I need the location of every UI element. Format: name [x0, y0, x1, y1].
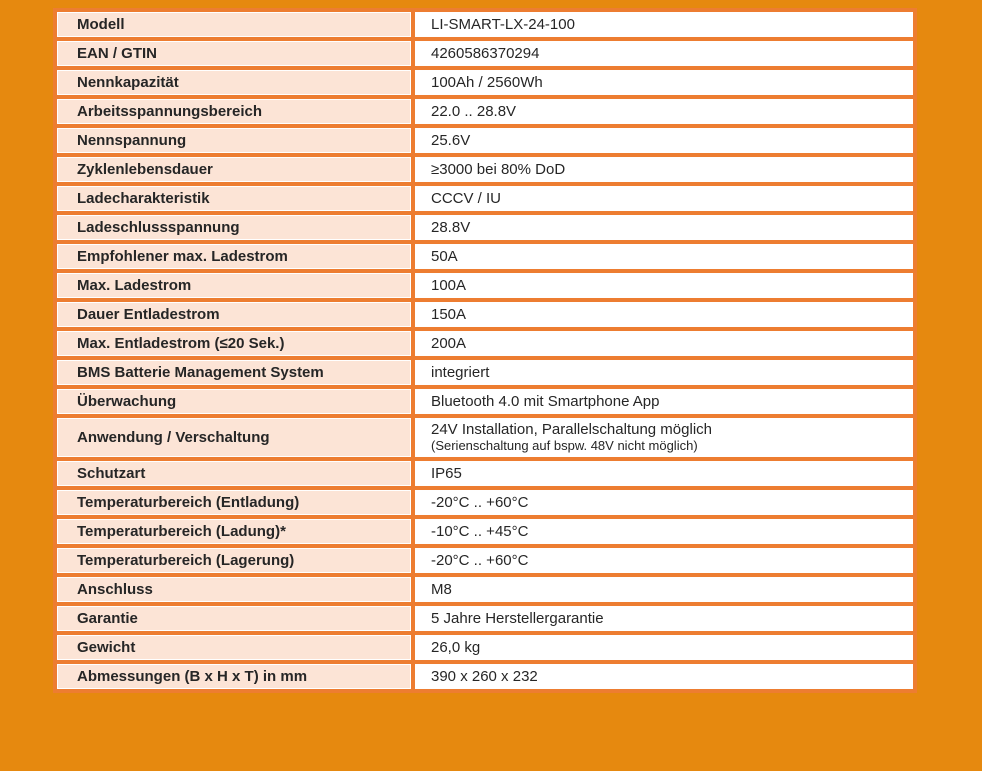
spec-value: 25.6V [415, 128, 913, 153]
spec-value: 50A [415, 244, 913, 269]
table-row [57, 418, 913, 457]
table-row [57, 331, 913, 356]
table-row [57, 99, 913, 124]
spec-table [53, 8, 917, 693]
spec-label: Nennkapazität [57, 70, 411, 95]
spec-value: 28.8V [415, 215, 913, 240]
table-row [57, 577, 913, 602]
spec-label: BMS Batterie Management System [57, 360, 411, 385]
spec-value [415, 418, 913, 457]
spec-label: Temperaturbereich (Lagerung) [57, 548, 411, 573]
table-row [57, 12, 913, 37]
table-row [57, 664, 913, 689]
table-row [57, 461, 913, 486]
spec-label: Temperaturbereich (Entladung) [57, 490, 411, 515]
spec-label: Abmessungen (B x H x T) in mm [57, 664, 411, 689]
spec-value: 22.0 .. 28.8V [415, 99, 913, 124]
spec-value: 200A [415, 331, 913, 356]
table-row [57, 490, 913, 515]
spec-value: 150A [415, 302, 913, 327]
spec-value: -10°C .. +45°C [415, 519, 913, 544]
table-row [57, 273, 913, 298]
spec-label: Anschluss [57, 577, 411, 602]
spec-label: Schutzart [57, 461, 411, 486]
table-row [57, 128, 913, 153]
spec-label: Gewicht [57, 635, 411, 660]
spec-value: ≥3000 bei 80% DoD [415, 157, 913, 182]
spec-value: 100A [415, 273, 913, 298]
table-row [57, 548, 913, 573]
table-row [57, 157, 913, 182]
table-row [57, 70, 913, 95]
table-row [57, 389, 913, 414]
spec-label: Überwachung [57, 389, 411, 414]
spec-label: Temperaturbereich (Ladung)* [57, 519, 411, 544]
table-row [57, 186, 913, 211]
table-row [57, 519, 913, 544]
spec-value: integriert [415, 360, 913, 385]
spec-label: Max. Entladestrom (≤20 Sek.) [57, 331, 411, 356]
table-row [57, 244, 913, 269]
spec-value: 5 Jahre Herstellergarantie [415, 606, 913, 631]
spec-label: Garantie [57, 606, 411, 631]
spec-label: Zyklenlebensdauer [57, 157, 411, 182]
spec-value: 26,0 kg [415, 635, 913, 660]
spec-value: 100Ah / 2560Wh [415, 70, 913, 95]
spec-value: 390 x 260 x 232 [415, 664, 913, 689]
spec-label: EAN / GTIN [57, 41, 411, 66]
table-row [57, 360, 913, 385]
spec-label: Empfohlener max. Ladestrom [57, 244, 411, 269]
spec-value: -20°C .. +60°C [415, 490, 913, 515]
spec-label: Arbeitsspannungsbereich [57, 99, 411, 124]
spec-value: LI-SMART-LX-24-100 [415, 12, 913, 37]
table-row [57, 41, 913, 66]
table-row [57, 302, 913, 327]
spec-label: Nennspannung [57, 128, 411, 153]
spec-value: -20°C .. +60°C [415, 548, 913, 573]
spec-value: IP65 [415, 461, 913, 486]
spec-value-main: 24V Installation, Parallelschaltung möglich [431, 421, 712, 438]
spec-label: Modell [57, 12, 411, 37]
spec-value: Bluetooth 4.0 mit Smartphone App [415, 389, 913, 414]
table-row [57, 635, 913, 660]
spec-label: Dauer Entladestrom [57, 302, 411, 327]
spec-value-note: (Serienschaltung auf bspw. 48V nicht möglich) [431, 438, 698, 454]
spec-label: Ladecharakteristik [57, 186, 411, 211]
table-row [57, 606, 913, 631]
spec-label: Ladeschlussspannung [57, 215, 411, 240]
spec-value: M8 [415, 577, 913, 602]
spec-value: CCCV / IU [415, 186, 913, 211]
spec-label: Max. Ladestrom [57, 273, 411, 298]
table-row [57, 215, 913, 240]
spec-label: Anwendung / Verschaltung [57, 418, 411, 457]
spec-value: 4260586370294 [415, 41, 913, 66]
